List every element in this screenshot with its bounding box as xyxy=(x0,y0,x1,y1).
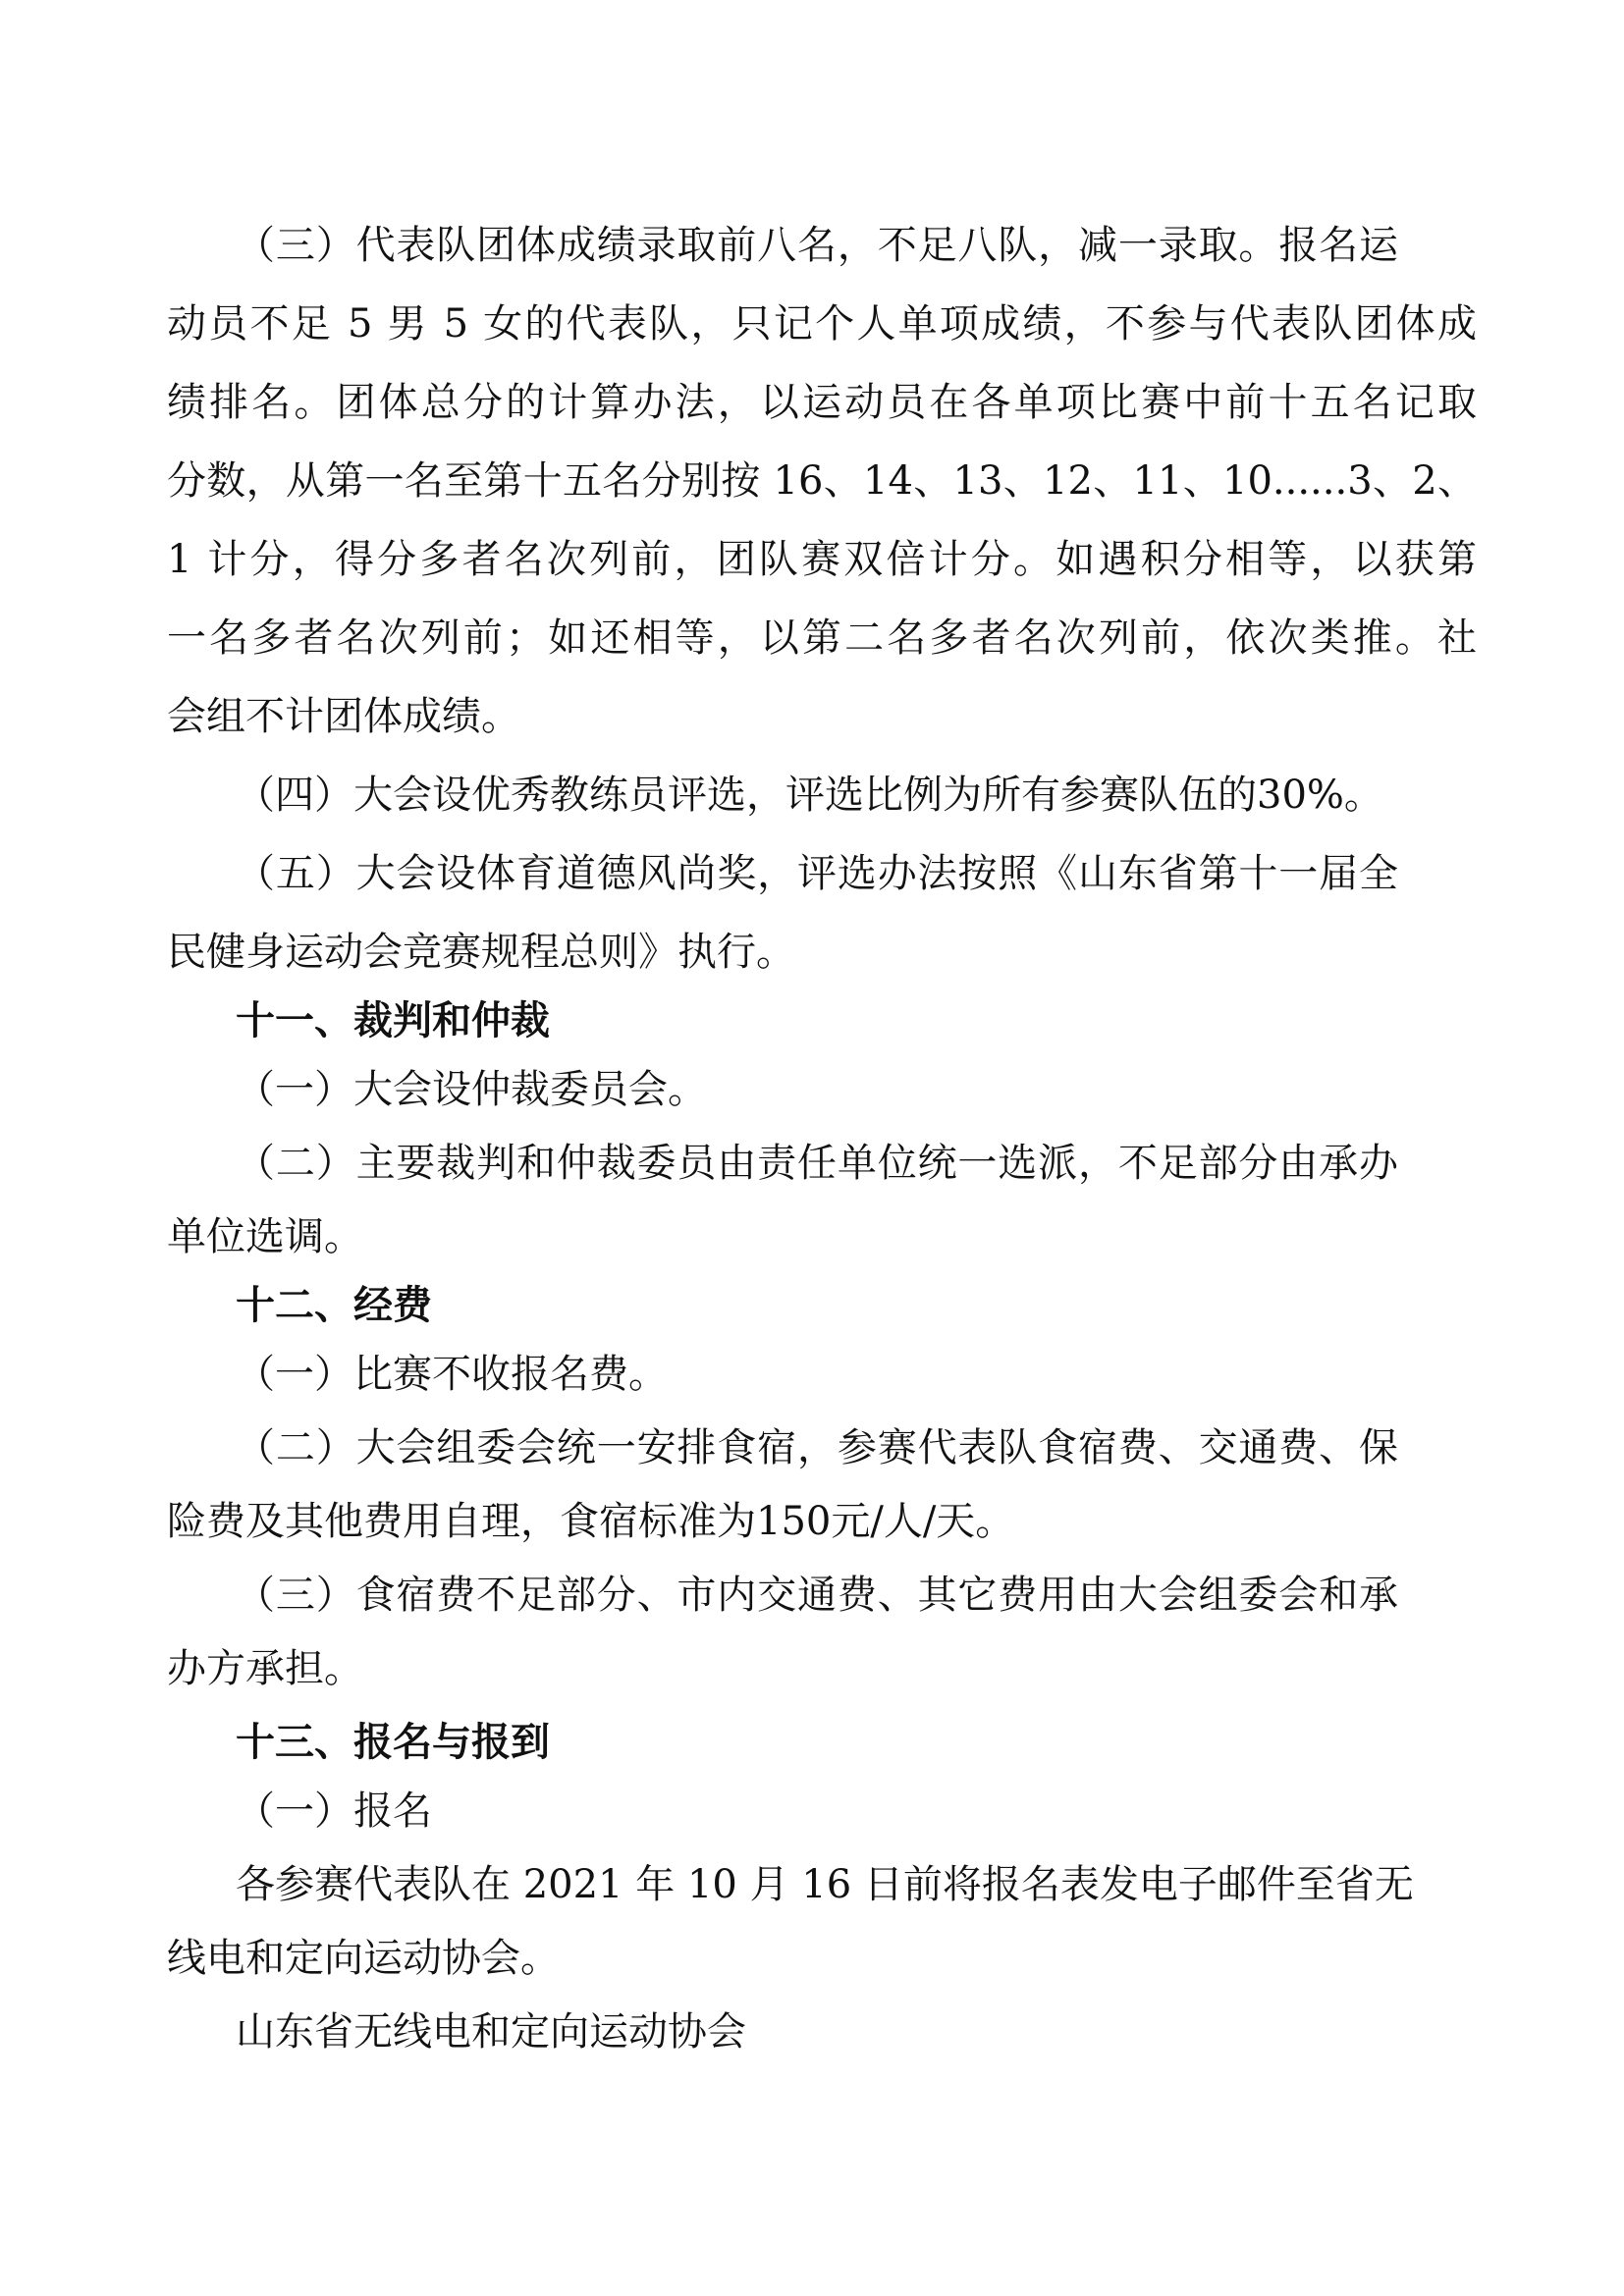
para-3-line-6: 一名多者名次列前；如还相等，以第二名多者名次列前，依次类推。社 xyxy=(167,615,1477,661)
sec11-item-2-line-1: （二）主要裁判和仲裁委员由责任单位统一选派，不足部分由承办 xyxy=(236,1141,1398,1186)
organization-name: 山东省无线电和定向运动协会 xyxy=(236,2009,746,2055)
sec12-item-3-line-2: 办方承担。 xyxy=(167,1646,363,1691)
para-3-line-3: 绩排名。团体总分的计算办法，以运动员在各单项比赛中前十五名记取 xyxy=(167,380,1477,425)
para-5-line-1: （五）大会设体育道德风尚奖，评选办法按照《山东省第十一届全 xyxy=(236,851,1398,896)
section-heading-11: 十一、裁判和仲裁 xyxy=(236,998,550,1043)
para-3-line-1: （三）代表队团体成绩录取前八名，不足八队，减一录取。报名运 xyxy=(236,223,1398,268)
sec11-item-2-line-2: 单位选调。 xyxy=(167,1214,363,1259)
para-3-line-5: 1 计分，得分多者名次列前，团队赛双倍计分。如遇积分相等，以获第 xyxy=(167,537,1477,582)
para-3-line-2: 动员不足 5 男 5 女的代表队，只记个人单项成绩，不参与代表队团体成 xyxy=(167,301,1477,347)
sec11-item-1: （一）大会设仲裁委员会。 xyxy=(236,1067,707,1112)
para-4: （四）大会设优秀教练员评选，评选比例为所有参赛队伍的30%。 xyxy=(236,773,1383,818)
sec12-item-1: （一）比赛不收报名费。 xyxy=(236,1352,668,1397)
sec12-item-3-line-1: （三）食宿费不足部分、市内交通费、其它费用由大会组委会和承 xyxy=(236,1573,1398,1618)
para-3-line-7: 会组不计团体成绩。 xyxy=(167,694,520,739)
section-heading-13: 十三、报名与报到 xyxy=(236,1720,550,1765)
sec12-item-2-line-1: （二）大会组委会统一安排食宿，参赛代表队食宿费、交通费、保 xyxy=(236,1425,1398,1470)
sec13-item-1: （一）报名 xyxy=(236,1789,432,1834)
section-heading-12: 十二、经费 xyxy=(236,1283,432,1328)
sec13-para-line-1: 各参赛代表队在 2021 年 10 月 16 日前将报名表发电子邮件至省无 xyxy=(236,1862,1414,1907)
sec12-item-2-line-2: 险费及其他费用自理，食宿标准为150元/人/天。 xyxy=(167,1499,1015,1544)
sec13-para-line-2: 线电和定向运动协会。 xyxy=(167,1936,560,1981)
para-5-line-2: 民健身运动会竞赛规程总则》执行。 xyxy=(167,930,795,975)
para-3-line-4: 分数，从第一名至第十五名分别按 16、14、13、12、11、10......3、2、 xyxy=(167,458,1477,504)
